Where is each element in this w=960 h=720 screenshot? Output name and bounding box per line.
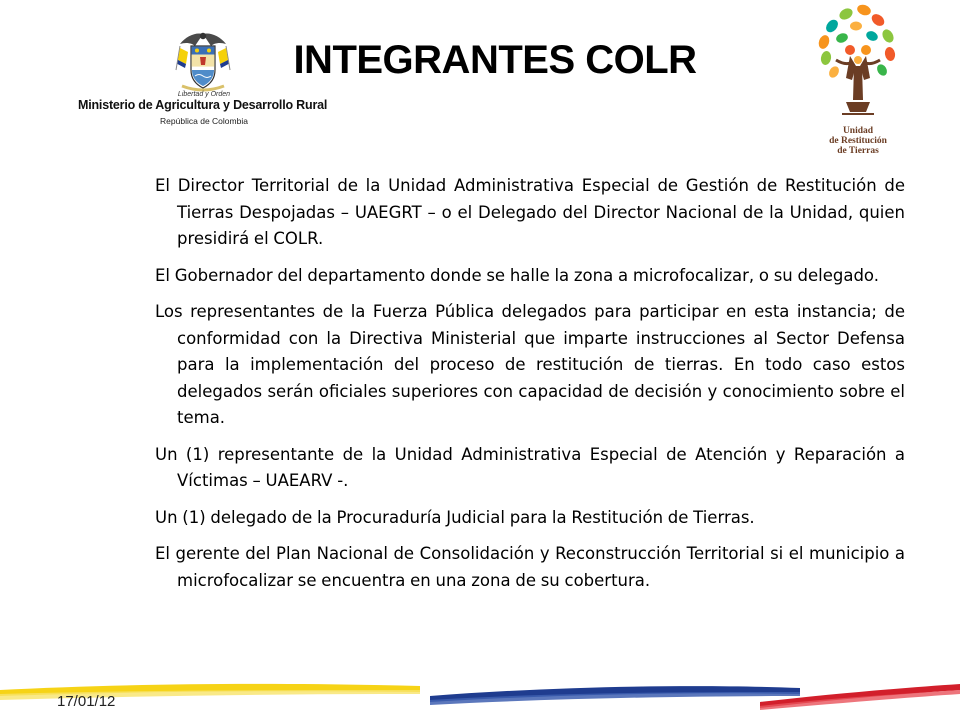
list-item: Los representantes de la Fuerza Pública delegados para participar en esta instancia; de conformidad con la Directiva Ministerial que imparte instrucciones al Sector Defensa para la implementación del proceso de restitución de tierras. En todo caso estos delegados serán oficiales superiores con capacidad de decisión y conocimiento sobre el tema. [155, 302, 905, 427]
urt-logo [806, 0, 910, 165]
colombia-coat-of-arms-icon [174, 30, 232, 92]
footer-date: 17/01/12 [57, 693, 116, 710]
urt-logo-text [806, 126, 910, 156]
list-item: El Gobernador del departamento donde se halle la zona a microfocalizar, o su delegado. [155, 265, 879, 285]
flag-stripes [0, 672, 960, 720]
list-item: El Director Territorial de la Unidad Administrativa Especial de Gestión de Restitución de Tierras Despojadas – UAEGRT – o el Delegado del Director Nacional de la Unidad, quien presidirá el COLR. [155, 176, 905, 248]
list-item: Un (1) delegado de la Procuraduría Judicial para la Restitución de Tierras. [155, 507, 755, 527]
urt-logo-line3: de Tierras [837, 146, 879, 156]
ministry-motto: Libertad y Orden [177, 91, 231, 98]
ministry-country: República de Colombia [160, 116, 248, 126]
list-item: El gerente del Plan Nacional de Consolidación y Reconstrucción Territorial si el municipio a microfocalizar se encuentra en una zona de su cobertura. [155, 544, 905, 590]
members-list [155, 173, 905, 604]
urt-logo-line1: Unidad [842, 126, 874, 136]
list-item: Un (1) representante de la Unidad Administrativa Especial de Atención y Reparación a Víctimas – UAEARV -. [155, 444, 905, 490]
urt-logo-line2: de Restitución [829, 136, 887, 146]
ministry-name: Ministerio de Agricultura y Desarrollo Rural [78, 98, 328, 112]
page-title: INTEGRANTES COLR [293, 38, 697, 82]
urt-tree-logo-icon [806, 0, 910, 125]
